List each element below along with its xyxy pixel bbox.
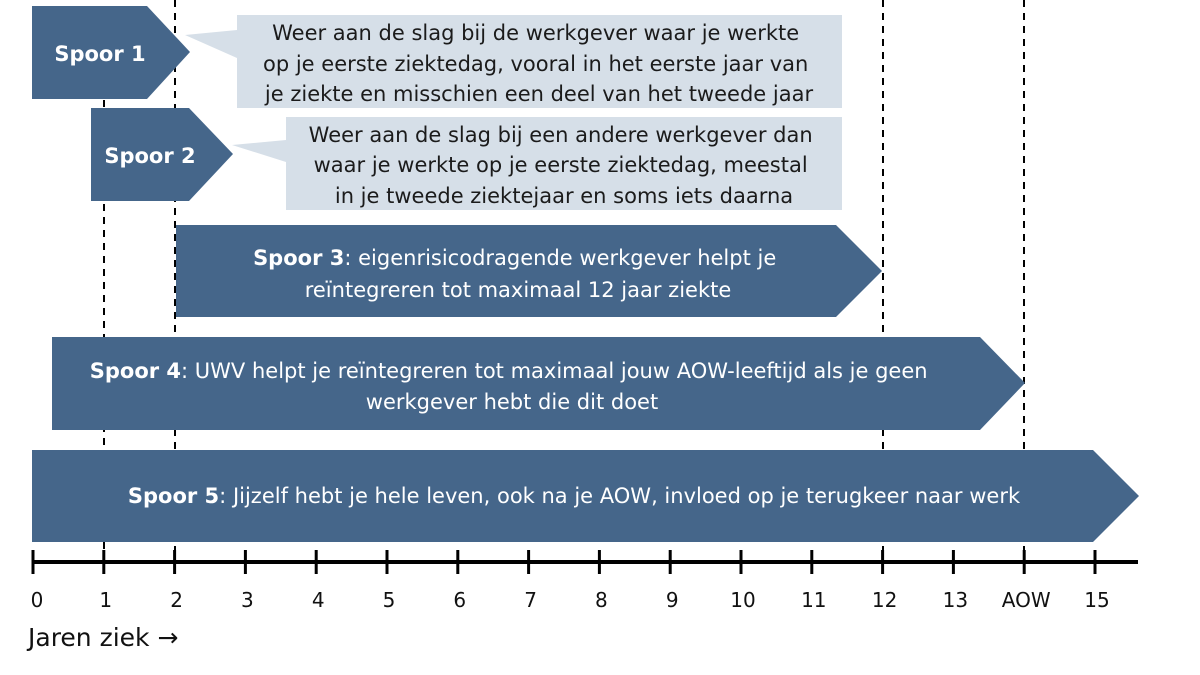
- axis-tick-label: 9: [665, 588, 679, 612]
- axis-tick-label: 10: [730, 588, 756, 612]
- spoor-5-text: Spoor 5: Jijzelf hebt je hele leven, ook na je AOW, invloed op je terugkeer naar werk: [127, 484, 1021, 508]
- track-spoor-3: [176, 225, 882, 317]
- spoor-5-label: Spoor 5: [127, 484, 220, 508]
- axis-tick-label: AOW: [1001, 588, 1051, 612]
- axis-tick-label: 13: [942, 588, 969, 612]
- axis-tick-label: 3: [241, 588, 254, 612]
- track-spoor-5: [32, 450, 1139, 542]
- time-axis: [26, 550, 1138, 652]
- axis-title: Jaren ziek →: [28, 623, 179, 652]
- axis-tick-label: 5: [382, 588, 396, 612]
- svg-text:Spoor 2: [104, 144, 195, 168]
- spoor-4-label: Spoor 4: [89, 359, 182, 383]
- spoor-4-text: Spoor 4: UWV helpt je reïntegreren tot maximaal jouw AOW-leeftijd als je geen werkgever hebt die dit doet: [89, 359, 928, 414]
- svg-text:Spoor 1: [54, 42, 145, 66]
- spoor-2-description: Weer aan de slag bij een andere werkgever dan waar je werkte op je eerste ziektedag, meestal in je tweede ziektejaar en soms iets daarna: [308, 123, 813, 208]
- spoor-1-label: Spoor 1: [54, 42, 146, 66]
- track-spoor-2: [91, 108, 842, 210]
- track-spoor-1: [32, 6, 842, 108]
- axis-tick-label: 6: [453, 588, 467, 612]
- spoor-1-description: Weer aan de slag bij de werkgever waar je werkte op je eerste ziektedag, vooral in het eerste jaar van je ziekte en misschien een deel van het tweede jaar: [262, 21, 814, 106]
- axis-tick-label: 7: [524, 588, 537, 612]
- axis-tick-label: 11: [801, 588, 827, 612]
- axis-tick-label: 15: [1084, 588, 1110, 612]
- axis-tick-label: 1: [99, 588, 113, 612]
- axis-tick-label: 12: [871, 588, 898, 612]
- spoor-3-label: Spoor 3: [253, 246, 345, 270]
- track-spoor-4: [52, 337, 1025, 430]
- axis-tick-label: 2: [170, 588, 183, 612]
- axis-tick-label: 4: [311, 588, 325, 612]
- spoor-3-text: Spoor 3: eigenrisicodragende werkgever helpt je reïntegreren tot maximaal 12 jaar ziekte: [253, 246, 777, 302]
- spoor-2-label: Spoor 2: [104, 144, 196, 168]
- spoor-3-arrow: [176, 225, 882, 317]
- axis-tick-label: 0: [30, 588, 44, 612]
- axis-tick-label: 8: [595, 588, 608, 612]
- spoor-4-arrow: [52, 337, 1025, 430]
